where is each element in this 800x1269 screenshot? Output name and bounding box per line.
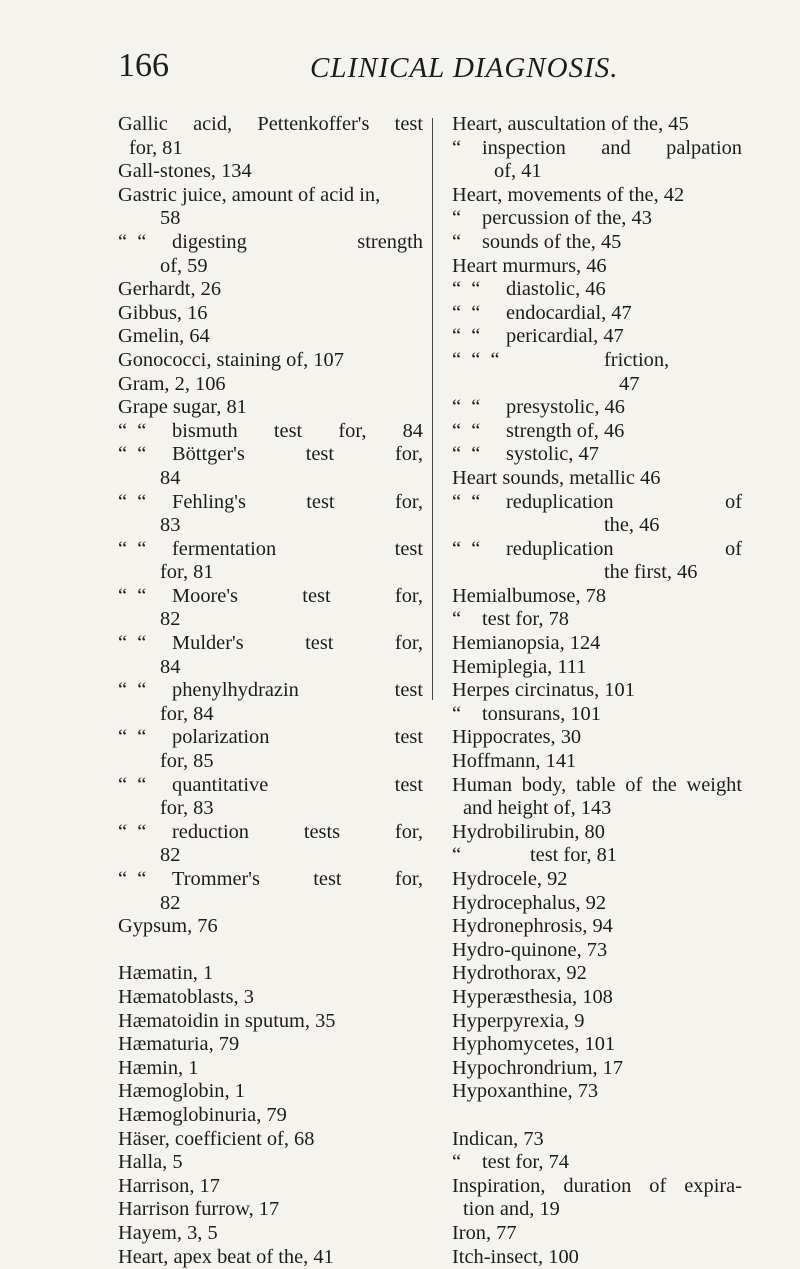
index-entry [452,231,742,255]
entry-text: digesting strength [172,231,423,255]
index-entry [452,797,742,821]
entry-text: systolic, 47 [506,443,599,465]
index-entry [452,1246,742,1269]
index-entry [452,113,742,137]
index-entry [118,1151,423,1175]
ditto-marks: “ [452,231,461,255]
index-entry [118,750,423,774]
entry-text: Hemianopsia, 124 [452,632,600,654]
index-entry [452,396,742,420]
entry-text: Inspiration, duration of expira- [452,1175,742,1199]
ditto-marks: “ “ [118,538,146,562]
index-entry [118,491,423,515]
ditto-marks: “ [452,207,461,231]
entry-text: the, 46 [604,514,660,536]
index-entry [452,491,742,515]
entry-text: fermentation test [172,538,423,562]
entry-text: Böttger's test for, [172,443,423,467]
index-entry [118,585,423,609]
entry-text: Trommer's test for, [172,868,423,892]
index-entry [452,373,742,397]
entry-text: endocardial, 47 [506,302,632,324]
entry-text: Hyphomycetes, 101 [452,1033,615,1055]
entry-text: Hæmatin, 1 [118,962,213,984]
entry-text: Gibbus, 16 [118,302,208,324]
index-entry [118,538,423,562]
index-entry [118,420,423,444]
entry-text: test for, 81 [530,844,617,866]
index-entry [118,679,423,703]
entry-text: Hyperpyrexia, 9 [452,1010,585,1032]
index-entry [452,844,742,868]
index-entry [452,207,742,231]
entry-text: Gastric juice, amount of acid in, [118,184,380,206]
entry-text: Halla, 5 [118,1151,183,1173]
ditto-marks: “ [452,844,461,868]
entry-text: Hydronephrosis, 94 [452,915,613,937]
index-entry [118,184,423,208]
index-entry [452,1151,742,1175]
index-entry [118,302,423,326]
entry-text: Gypsum, 76 [118,915,218,937]
index-entry [118,986,423,1010]
index-entry [118,443,423,467]
index-entry [118,821,423,845]
entry-text: Heart, movements of the, 42 [452,184,684,206]
index-entry [452,137,742,161]
entry-text: Hydro-quinone, 73 [452,939,607,961]
index-entry [118,1175,423,1199]
index-entry [118,561,423,585]
index-entry [452,986,742,1010]
index-entry [118,774,423,798]
ditto-marks: “ “ [118,726,146,750]
index-entry [118,1080,423,1104]
entry-text: presystolic, 46 [506,396,625,418]
entry-text: 83 [160,514,180,536]
entry-text: Hypoxanthine, 73 [452,1080,598,1102]
entry-text: Mulder's test for, [172,632,423,656]
ditto-marks: “ “ [118,231,146,255]
entry-text: 47 [619,373,639,395]
index-entry [452,538,742,562]
index-entry [118,1222,423,1246]
entry-text: reduplication of [506,538,742,562]
entry-text: Hydrobilirubin, 80 [452,821,605,843]
ditto-marks: “ “ [118,585,146,609]
index-entry [452,467,742,491]
entry-text: reduction tests for, [172,821,423,845]
entry-text: Hydrothorax, 92 [452,962,587,984]
index-entry [118,726,423,750]
column-divider [432,118,433,700]
entry-text: 82 [160,608,180,630]
index-entry [118,962,423,986]
index-entry [452,1080,742,1104]
index-entry [118,632,423,656]
ditto-marks: “ “ [118,491,146,515]
index-entry [452,1222,742,1246]
index-entry [452,561,742,585]
entry-text: inspection and palpation [482,137,742,161]
index-entry [452,679,742,703]
entry-text: test for, 74 [482,1151,569,1173]
index-entry [452,420,742,444]
index-entry [452,325,742,349]
index-entry [452,1033,742,1057]
index-entry [118,113,423,137]
ditto-marks: “ [452,703,461,727]
entry-text: 82 [160,892,180,914]
index-entry [452,892,742,916]
entry-text: Hypochrondrium, 17 [452,1057,623,1079]
ditto-marks: “ “ [452,396,480,420]
index-entry [452,703,742,727]
entry-text: Hoffmann, 141 [452,750,576,772]
entry-text: Heart murmurs, 46 [452,255,607,277]
entry-text: Heart, apex beat of the, 41 [118,1246,334,1268]
index-entry [118,656,423,680]
index-entry [118,1128,423,1152]
index-entry [118,844,423,868]
entry-text: Hydrocele, 92 [452,868,568,890]
entry-text: strength of, 46 [506,420,624,442]
index-entry [118,892,423,916]
entry-text: sounds of the, 45 [482,231,621,253]
entry-text: Harrison furrow, 17 [118,1198,279,1220]
index-entry [452,443,742,467]
entry-text: for, 81 [129,137,183,159]
ditto-marks: “ “ [452,302,480,326]
index-entry [118,396,423,420]
entry-text: Heart sounds, metallic 46 [452,467,660,489]
index-entry [452,656,742,680]
index-entry [452,1057,742,1081]
index-entry [118,207,423,231]
ditto-marks: “ “ [118,868,146,892]
entry-text: Gonococci, staining of, 107 [118,349,344,371]
entry-text: test for, 78 [482,608,569,630]
index-entry [118,703,423,727]
index-entry [452,868,742,892]
index-entry [452,608,742,632]
ditto-marks: “ “ [452,325,480,349]
page-number: 166 [118,46,169,86]
index-entry [118,608,423,632]
index-entry [452,349,742,373]
index-entry [118,255,423,279]
index-entry [452,160,742,184]
entry-text: Hæmatoblasts, 3 [118,986,254,1008]
index-entry [452,302,742,326]
index-entry [452,1175,742,1199]
index-column-right [452,113,742,1269]
entry-text: percussion of the, 43 [482,207,652,229]
entry-text: Itch-insect, 100 [452,1246,579,1268]
entry-text: 58 [160,207,180,229]
index-entry [452,632,742,656]
entry-text: for, 83 [160,797,214,819]
entry-text: Hippocrates, 30 [452,726,581,748]
index-entry [118,373,423,397]
ditto-marks: “ “ [452,538,480,562]
entry-text: Hayem, 3, 5 [118,1222,218,1244]
entry-text: Hæmatoidin in sputum, 35 [118,1010,336,1032]
entry-text: for, 81 [160,561,214,583]
index-entry [452,962,742,986]
entry-text: bismuth test for, 84 [172,420,423,444]
entry-text: tion and, 19 [463,1198,560,1220]
entry-text: Iron, 77 [452,1222,517,1244]
entry-text: Herpes circinatus, 101 [452,679,635,701]
entry-text: for, 84 [160,703,214,725]
entry-text: quantitative test [172,774,423,798]
entry-text: of, 59 [160,255,208,277]
entry-text: Hemiplegia, 111 [452,656,586,678]
index-entry [118,349,423,373]
ditto-marks: “ [452,137,461,161]
ditto-marks: “ “ [118,821,146,845]
index-entry [118,1010,423,1034]
entry-text: Gram, 2, 106 [118,373,226,395]
entry-text: Indican, 73 [452,1128,544,1150]
entry-text: Moore's test for, [172,585,423,609]
index-entry [118,1198,423,1222]
index-entry [452,939,742,963]
ditto-marks: “ “ [452,491,480,515]
page-header [118,46,678,86]
entry-text: Gallic acid, Pettenkoffer's test [118,113,423,137]
entry-text: Human body, table of the weight [452,774,742,798]
index-entry [118,137,423,161]
entry-text: 84 [160,656,180,678]
entry-text: phenylhydrazin test [172,679,423,703]
index-entry [452,1128,742,1152]
index-entry [452,184,742,208]
index-entry [452,821,742,845]
entry-text: pericardial, 47 [506,325,624,347]
entry-text: Heart, auscultation of the, 45 [452,113,689,135]
entry-text: Gerhardt, 26 [118,278,221,300]
entry-text: Hydrocephalus, 92 [452,892,606,914]
entry-text: of, 41 [494,160,542,182]
index-entry [452,255,742,279]
entry-text: Hæmoglobin, 1 [118,1080,245,1102]
ditto-marks: “ “ “ [452,349,500,373]
index-entry [118,467,423,491]
ditto-marks: “ “ [118,443,146,467]
index-entry [118,915,423,939]
index-entry [118,325,423,349]
ditto-marks: “ “ [452,443,480,467]
index-entry [452,915,742,939]
entry-text: Hyperæsthesia, 108 [452,986,613,1008]
ditto-marks: “ [452,608,461,632]
index-entry [452,1198,742,1222]
index-entry [118,1104,423,1128]
ditto-marks: “ “ [118,774,146,798]
index-entry [118,160,423,184]
entry-text: Grape sugar, 81 [118,396,247,418]
entry-text: Gmelin, 64 [118,325,210,347]
index-entry [118,1033,423,1057]
entry-text: 84 [160,467,180,489]
entry-text: Hæmoglobinuria, 79 [118,1104,287,1126]
index-entry [118,231,423,255]
entry-text: Hæmin, 1 [118,1057,198,1079]
entry-text: tonsurans, 101 [482,703,601,725]
index-entry [452,1010,742,1034]
ditto-marks: “ “ [118,632,146,656]
ditto-marks: “ “ [452,420,480,444]
entry-text: Hemialbumose, 78 [452,585,606,607]
entry-text: friction, [604,349,742,373]
entry-text: Häser, coefficient of, 68 [118,1128,314,1150]
index-entry [452,774,742,798]
running-title: CLINICAL DIAGNOSIS. [310,48,619,88]
entry-text: Gall-stones, 134 [118,160,252,182]
entry-text: polarization test [172,726,423,750]
entry-text: the first, 46 [604,561,697,583]
entry-text: 82 [160,844,180,866]
index-entry [452,750,742,774]
index-entry [118,514,423,538]
entry-text: Harrison, 17 [118,1175,220,1197]
index-column-left [118,113,423,1269]
index-entry [452,726,742,750]
index-entry [118,868,423,892]
index-entry [452,278,742,302]
entry-text: and height of, 143 [463,797,611,819]
ditto-marks: “ “ [452,278,480,302]
ditto-marks: “ [452,1151,461,1175]
index-entry [118,278,423,302]
index-entry [118,797,423,821]
ditto-marks: “ “ [118,679,146,703]
index-entry [118,1057,423,1081]
index-entry [118,1246,423,1269]
entry-text: diastolic, 46 [506,278,606,300]
entry-text: Hæmaturia, 79 [118,1033,239,1055]
entry-text: reduplication of [506,491,742,515]
entry-text: for, 85 [160,750,214,772]
index-entry [452,585,742,609]
index-entry [452,514,742,538]
ditto-marks: “ “ [118,420,146,444]
entry-text: Fehling's test for, [172,491,423,515]
